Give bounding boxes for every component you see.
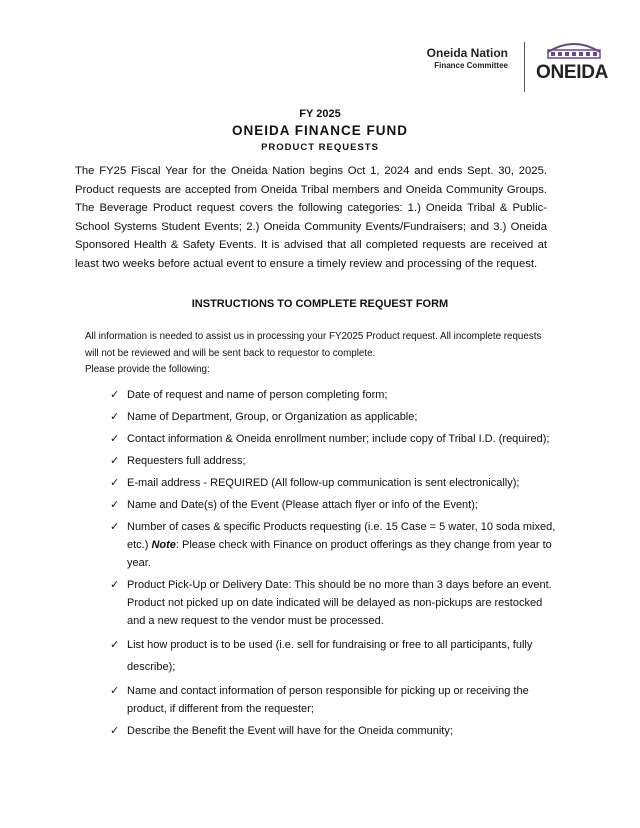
checklist-item: [100, 722, 560, 740]
checklist-item-text: Name of Department, Group, or Organization as applicable;: [127, 411, 418, 423]
checkmark-icon: ✓: [110, 433, 120, 445]
checklist-item-text: Name and contact information of person responsible for picking up or receiving the product, if different from the requester;: [127, 685, 529, 715]
checklist-item: [100, 682, 560, 718]
org-name: Oneida Nation: [426, 46, 508, 60]
checklist-item: [100, 408, 560, 426]
fiscal-year-title: FY 2025: [299, 108, 341, 120]
checklist-item-text: Contact information & Oneida enrollment number; include copy of Tribal I.D. (required);: [127, 433, 550, 445]
checklist-item-text: Requesters full address;: [127, 455, 246, 467]
note-label: Note: [151, 539, 176, 551]
checkmark-icon: ✓: [110, 499, 120, 511]
checklist-item: [100, 430, 560, 448]
checklist-item: [100, 496, 560, 514]
checklist-item-text: E-mail address - REQUIRED (All follow-up communication is sent electronically);: [127, 477, 520, 489]
instructions-info: [85, 329, 555, 379]
checklist-item-text: Date of request and name of person completing form;: [127, 389, 388, 401]
checklist-item: [100, 576, 560, 630]
intro-paragraph: The FY25 Fiscal Year for the Oneida Nation begins Oct 1, 2024 and ends Sept. 30, 2025. Product requests are accepted from Oneida Tribal members and Oneida Community Groups. The Beverage Product request covers the following categories: 1.) Oneida Tribal & Public-School Systems Student Events; 2.) Oneida Community Events/Fundraisers; and 3.) Oneida Sponsored Health & Safety Events. It is advised that all completed requests are received at least two weeks before actual event to ensure a timely review and processing of the request.: [75, 165, 547, 270]
checklist-item: [100, 518, 560, 572]
checkmark-icon: ✓: [110, 639, 120, 651]
instructions-heading: INSTRUCTIONS TO COMPLETE REQUEST FORM: [191, 298, 449, 310]
org-subtitle: Finance Committee: [434, 61, 508, 70]
fund-title: ONEIDA FINANCE FUND: [232, 123, 408, 138]
logo-divider: [524, 42, 525, 92]
info-line: Please provide the following:: [85, 364, 210, 375]
product-requests-title: PRODUCT REQUESTS: [261, 142, 379, 153]
checkmark-icon: ✓: [110, 389, 120, 401]
wampum-belt-icon: [542, 40, 606, 62]
checklist-item-text: List how product is to be used (i.e. sell for fundraising or free to all participants, fully describe);: [127, 639, 533, 673]
checkmark-icon: ✓: [110, 579, 120, 591]
info-line: All information is needed to assist us in processing your FY2025 Product request. All incomplete requests will not be reviewed and will be sent back to requestor to complete.: [85, 331, 542, 359]
checklist-item-text-part: : Please check with Finance on product offerings as they change from year to year.: [127, 539, 552, 569]
requirements-checklist: [100, 386, 560, 740]
logo-wordmark: ONEIDA: [536, 62, 609, 83]
org-header: [427, 46, 508, 71]
checklist-item: [100, 452, 560, 470]
checkmark-icon: ✓: [110, 725, 120, 737]
checklist-item-text-part: Number of cases & specific Products requesting (i.e. 15 Case = 5 water, 10 soda mixed, etc.): [127, 521, 556, 551]
checkmark-icon: ✓: [110, 685, 120, 697]
checklist-item: [100, 634, 560, 678]
checklist-item-text: Product Pick-Up or Delivery Date: This should be no more than 3 days before an event. Product not picked up on date indicated will be delayed as non-pickups are restocked and a new request to the vendor must be processed.: [127, 579, 552, 627]
checklist-item: [100, 474, 560, 492]
checkmark-icon: ✓: [110, 477, 120, 489]
oneida-logo: [536, 40, 612, 86]
checkmark-icon: ✓: [110, 455, 120, 467]
checklist-item-text: Describe the Benefit the Event will have for the Oneida community;: [127, 725, 453, 737]
checkmark-icon: ✓: [110, 521, 120, 533]
checklist-item-text: [127, 521, 555, 569]
checkmark-icon: ✓: [110, 411, 120, 423]
checklist-item-text: Name and Date(s) of the Event (Please attach flyer or info of the Event);: [127, 499, 478, 511]
checklist-item: [100, 386, 560, 404]
